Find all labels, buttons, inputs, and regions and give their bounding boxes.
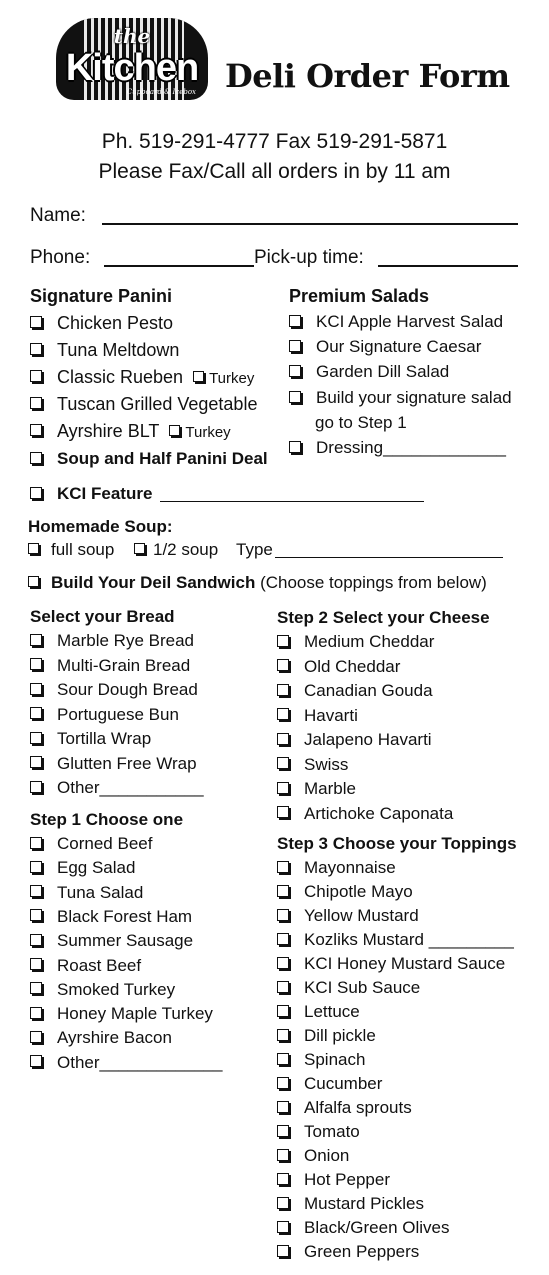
logo-name: Kitchen [65,47,199,89]
checkbox[interactable] [28,543,39,554]
panini-item[interactable]: Tuna Meltdown [30,340,179,361]
topping-option[interactable]: Tomato [277,1122,360,1142]
turkey-option: Turkey [185,424,231,441]
protein-option[interactable]: Tuna Salad [30,883,143,903]
checkbox[interactable] [30,1007,42,1019]
cheese-option[interactable]: Jalapeno Havarti [277,730,432,750]
topping-option[interactable]: Kozliks Mustard _________ [277,930,514,950]
bread-option[interactable]: Portuguese Bun [30,705,179,725]
checkbox[interactable] [277,861,289,873]
step2-heading: Step 2 Select your Cheese [277,608,490,627]
protein-option[interactable]: Honey Maple Turkey [30,1004,213,1024]
checkbox[interactable] [277,1029,289,1041]
checkbox[interactable] [277,782,289,794]
page-title: Deli Order Form [225,57,510,95]
checkbox[interactable] [277,1197,289,1209]
checkbox[interactable] [30,885,42,897]
checkbox[interactable] [277,684,289,696]
topping-option[interactable]: Yellow Mustard [277,906,419,926]
topping-option[interactable]: Lettuce [277,1002,360,1022]
salad-item[interactable]: Build your signature salad [289,388,512,408]
checkbox[interactable] [277,733,289,745]
checkbox[interactable] [277,1149,289,1161]
checkbox[interactable] [30,909,42,921]
bread-option[interactable]: Glutten Free Wrap [30,754,197,774]
logo-the: the [113,24,151,48]
topping-option[interactable]: KCI Honey Mustard Sauce [277,954,505,974]
cheese-option[interactable]: Marble [277,779,356,799]
checkbox[interactable] [277,885,289,897]
checkbox[interactable] [30,1031,42,1043]
panini-heading: Signature Panini [30,286,173,306]
checkbox[interactable] [30,343,42,355]
checkbox[interactable] [277,659,289,671]
checkbox[interactable] [277,1173,289,1185]
bread-heading: Select your Bread [30,607,175,626]
topping-option[interactable]: Black/Green Olives [277,1218,450,1238]
protein-option[interactable]: Corned Beef [30,834,152,854]
phone-label: Phone: [30,247,91,268]
bread-option[interactable]: Other___________ [30,778,204,798]
checkbox[interactable] [30,732,42,744]
name-field[interactable] [102,223,518,225]
logo-tagline: Cupboard & Icebox [126,88,196,96]
phone-field[interactable] [104,265,254,267]
checkbox[interactable] [30,634,42,646]
topping-option[interactable]: Alfalfa sprouts [277,1098,412,1118]
checkbox[interactable] [277,757,289,769]
checkbox[interactable] [289,391,301,403]
protein-option[interactable]: Egg Salad [30,858,135,878]
checkbox[interactable] [277,708,289,720]
bread-option[interactable]: Sour Dough Bread [30,680,198,700]
checkbox[interactable] [30,982,42,994]
checkbox[interactable] [277,909,289,921]
salad-item[interactable]: KCI Apple Harvest Salad [289,312,503,332]
topping-option[interactable]: Onion [277,1146,349,1166]
turkey-checkbox[interactable] [193,371,204,382]
pickup-field[interactable] [378,265,518,267]
checkbox[interactable] [277,1101,289,1113]
topping-option[interactable]: Cucumber [277,1074,382,1094]
cheese-option[interactable]: Canadian Gouda [277,681,433,701]
checkbox[interactable] [289,340,301,352]
checkbox[interactable] [289,441,301,453]
bread-option[interactable]: Tortilla Wrap [30,729,151,749]
checkbox[interactable] [277,1005,289,1017]
checkbox[interactable] [289,365,301,377]
checkbox[interactable] [277,1245,289,1257]
checkbox[interactable] [277,806,289,818]
dressing-item[interactable]: Dressing_____________ [289,438,506,458]
bread-option[interactable]: Marble Rye Bread [30,631,194,651]
contact-numbers: Ph. 519-291-4777 Fax 519-291-5871 [101,130,448,153]
checkbox[interactable] [30,756,42,768]
checkbox[interactable] [28,576,39,587]
panini-item[interactable]: Tuscan Grilled Vegetable [30,394,257,415]
topping-option[interactable]: Hot Pepper [277,1170,390,1190]
topping-option[interactable]: Spinach [277,1050,365,1070]
checkbox[interactable] [277,933,289,945]
checkbox[interactable] [30,934,42,946]
salad-item[interactable]: Garden Dill Salad [289,362,449,382]
checkbox[interactable] [277,957,289,969]
checkbox[interactable] [30,397,42,409]
checkbox[interactable] [277,1053,289,1065]
order-deadline-note: Please Fax/Call all orders in by 11 am [98,160,451,183]
cheese-option[interactable]: Havarti [277,706,358,726]
soup-type-label: Type [236,540,273,559]
protein-option[interactable]: Black Forest Ham [30,907,192,927]
checkbox[interactable] [30,837,42,849]
cheese-option[interactable]: Old Cheddar [277,657,400,677]
build-sandwich[interactable]: Build Your Deil Sandwich (Choose toppings from below) [28,573,487,593]
turkey-checkbox[interactable] [169,425,180,436]
kitchen-logo [56,18,208,100]
pickup-label: Pick-up time: [254,247,364,268]
turkey-option: Turkey [209,370,255,387]
salad-item[interactable]: Our Signature Caesar [289,337,481,357]
checkbox[interactable] [277,1077,289,1089]
checkbox[interactable] [289,315,301,327]
checkbox[interactable] [277,1125,289,1137]
checkbox[interactable] [30,707,42,719]
full-soup-option[interactable]: full soup [28,540,114,560]
salads-heading: Premium Salads [289,286,430,306]
soup-type-field[interactable] [275,557,503,558]
soup-heading: Homemade Soup: [28,517,173,536]
kci-feature-field[interactable] [160,501,424,502]
topping-option[interactable]: Green Peppers [277,1242,419,1262]
checkbox[interactable] [277,1221,289,1233]
topping-option[interactable]: Dill pickle [277,1026,376,1046]
step3-heading: Step 3 Choose your Toppings [277,834,517,853]
protein-option[interactable]: Summer Sausage [30,931,193,951]
protein-option[interactable]: Roast Beef [30,956,141,976]
checkbox[interactable] [30,316,42,328]
checkbox[interactable] [30,958,42,970]
checkbox[interactable] [134,543,145,554]
panini-item[interactable]: Ayrshire BLT Turkey [30,421,231,442]
protein-option[interactable]: Ayrshire Bacon [30,1028,172,1048]
topping-option[interactable]: Mustard Pickles [277,1194,424,1214]
topping-option[interactable]: Mayonnaise [277,858,396,878]
checkbox[interactable] [30,1055,42,1067]
checkbox[interactable] [30,487,42,499]
protein-option[interactable]: Other_____________ [30,1053,222,1073]
cheese-option[interactable]: Medium Cheddar [277,632,434,652]
half-soup-option[interactable]: 1/2 soup [134,540,218,560]
checkbox[interactable] [30,683,42,695]
cheese-option[interactable]: Artichoke Caponata [277,804,453,824]
cheese-option[interactable]: Swiss [277,755,348,775]
salad-item-continued: go to Step 1 [315,413,407,432]
checkbox[interactable] [30,424,42,436]
bread-option[interactable]: Multi-Grain Bread [30,656,190,676]
panini-item[interactable]: Chicken Pesto [30,313,173,334]
checkbox[interactable] [30,370,42,382]
panini-item[interactable]: Classic Rueben Turkey [30,367,254,388]
name-label: Name: [30,205,86,226]
kci-feature[interactable]: KCI Feature [30,484,152,504]
step1-heading: Step 1 Choose one [30,810,184,829]
checkbox[interactable] [277,981,289,993]
protein-option[interactable]: Smoked Turkey [30,980,175,1000]
checkbox[interactable] [30,781,42,793]
panini-item[interactable]: Soup and Half Panini Deal [30,449,268,469]
checkbox[interactable] [30,452,42,464]
topping-option[interactable]: KCI Sub Sauce [277,978,420,998]
checkbox[interactable] [30,861,42,873]
checkbox[interactable] [30,658,42,670]
checkbox[interactable] [277,635,289,647]
topping-option[interactable]: Chipotle Mayo [277,882,413,902]
